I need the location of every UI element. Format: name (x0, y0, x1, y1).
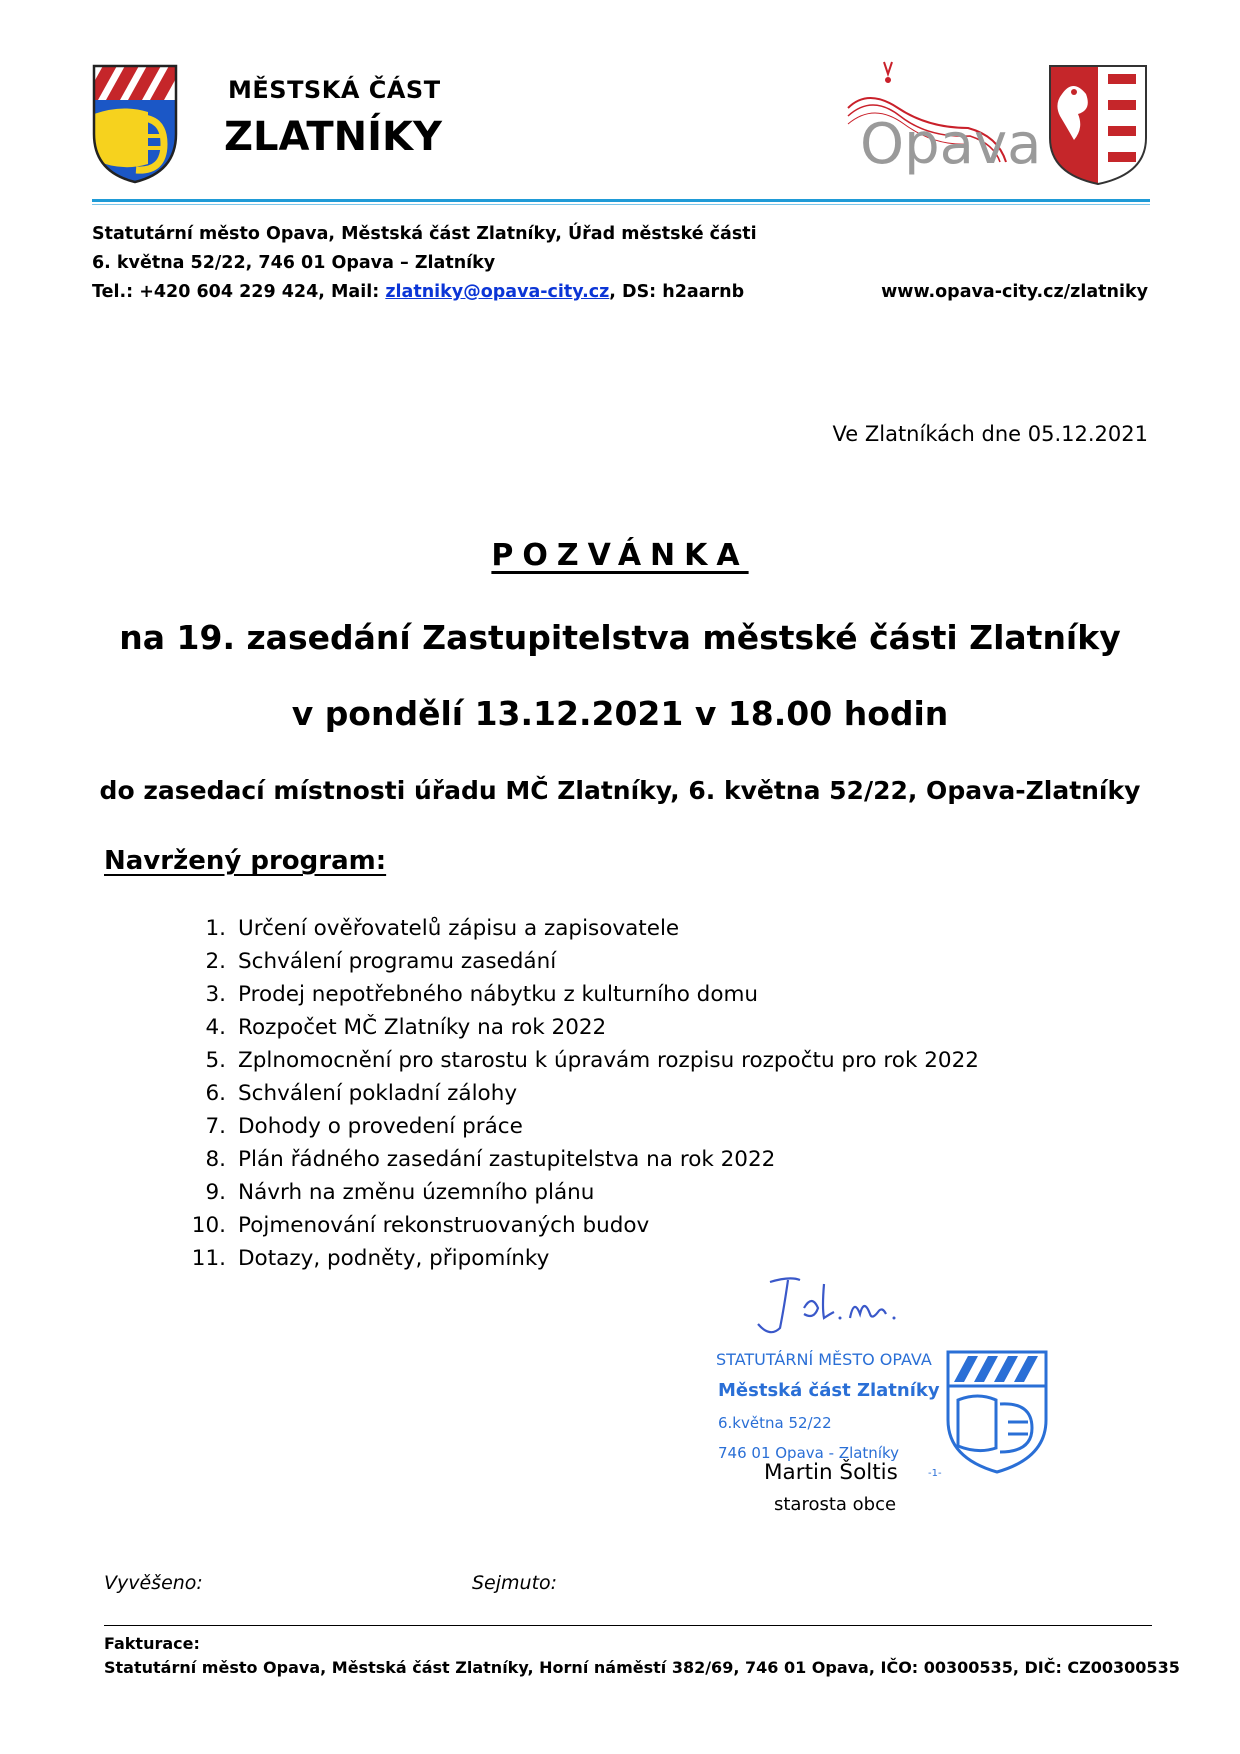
contact-line (92, 282, 744, 302)
billing-text: Statutární město Opava, Městská část Zlatníky, Horní náměstí 382/69, 746 01 Opava, IČO: 00300535, DIČ: CZ00300535 (104, 1658, 1180, 1677)
list-item (170, 1176, 979, 1209)
opava-crest-icon (1048, 64, 1148, 186)
header-rule (92, 199, 1150, 202)
invitation-subtitle: na 19. zasedání Zastupitelstva městské části Zlatníky (119, 618, 1121, 657)
address-line2: 6. května 52/22, 746 01 Opava – Zlatníky (92, 253, 496, 273)
stamp-line2: Městská část Zlatníky (718, 1380, 940, 1401)
item-text: Určení ověřovatelů zápisu a zapisovatele (238, 916, 680, 941)
item-text: Dohody o provedení práce (238, 1114, 523, 1139)
item-number: 8. (205, 1147, 226, 1172)
item-text: Prodej nepotřebného nábytku z kulturního domu (238, 982, 759, 1007)
footer-rule (104, 1625, 1152, 1626)
billing-label: Fakturace: (104, 1634, 200, 1653)
zlatniky-crest-icon (92, 64, 178, 184)
item-text: Dotazy, podněty, připomínky (238, 1246, 550, 1271)
item-text: Zplnomocnění pro starostu k úpravám rozpisu rozpočtu pro rok 2022 (238, 1048, 979, 1073)
program-heading: Navržený program: (104, 846, 387, 876)
stamp-line3: 6.května 52/22 (718, 1414, 832, 1432)
item-text: Návrh na změnu územního plánu (238, 1180, 595, 1205)
header-rule-thin (92, 204, 1150, 205)
stamp-line4: 746 01 Opava - Zlatníky (718, 1444, 900, 1462)
list-item (170, 912, 979, 945)
item-number: 4. (205, 1015, 226, 1040)
list-item (170, 1143, 979, 1176)
svg-text:-1-: -1- (928, 1468, 942, 1479)
item-number: 3. (205, 982, 226, 1007)
removed-label: Sejmuto: (472, 1572, 558, 1594)
item-number: 5. (205, 1048, 226, 1073)
list-item (170, 1209, 979, 1242)
item-number: 11. (191, 1246, 226, 1271)
item-number: 6. (205, 1081, 226, 1106)
municipality-line1: MĚSTSKÁ ČÁST (228, 76, 441, 104)
stamp-line1: STATUTÁRNÍ MĚSTO OPAVA (716, 1350, 932, 1369)
item-text: Pojmenování rekonstruovaných budov (238, 1213, 650, 1238)
date-line: Ve Zlatníkách dne 05.12.2021 (832, 422, 1148, 446)
list-item (170, 1011, 979, 1044)
email-link[interactable]: zlatniky@opava-city.cz (385, 282, 610, 302)
item-number: 9. (205, 1180, 226, 1205)
meeting-place: do zasedací místnosti úřadu MČ Zlatníky, 6. května 52/22, Opava-Zlatníky (99, 776, 1141, 805)
address-line1: Statutární město Opava, Městská část Zlatníky, Úřad městské části (92, 224, 757, 244)
municipality-line2: ZLATNÍKY (224, 114, 442, 160)
item-text: Rozpočet MČ Zlatníky na rok 2022 (238, 1015, 607, 1040)
tel-text: Tel.: +420 604 229 424, Mail: (92, 282, 386, 302)
item-number: 2. (205, 949, 226, 974)
signer-name: Martin Šoltis (764, 1460, 898, 1485)
item-number: 10. (191, 1213, 226, 1238)
item-number: 1. (205, 916, 226, 941)
meeting-time: v pondělí 13.12.2021 v 18.00 hodin (291, 694, 949, 733)
signer-role: starosta obce (774, 1494, 897, 1515)
website-link[interactable]: www.opava-city.cz/zlatniky (881, 282, 1148, 302)
list-item (170, 945, 979, 978)
opava-logo-text: Opava (860, 112, 1042, 177)
list-item (170, 1044, 979, 1077)
item-text: Schválení programu zasedání (238, 949, 557, 974)
item-text: Plán řádného zasedání zastupitelstva na rok 2022 (238, 1147, 776, 1172)
ds-text: , DS: h2aarnb (609, 282, 745, 302)
posted-label: Vyvěšeno: (104, 1572, 203, 1594)
list-item (170, 1077, 979, 1110)
item-text: Schválení pokladní zálohy (238, 1081, 518, 1106)
list-item (170, 978, 979, 1011)
agenda-list (170, 912, 979, 1275)
item-number: 7. (205, 1114, 226, 1139)
list-item (170, 1110, 979, 1143)
invitation-title: POZVÁNKA (491, 538, 749, 573)
